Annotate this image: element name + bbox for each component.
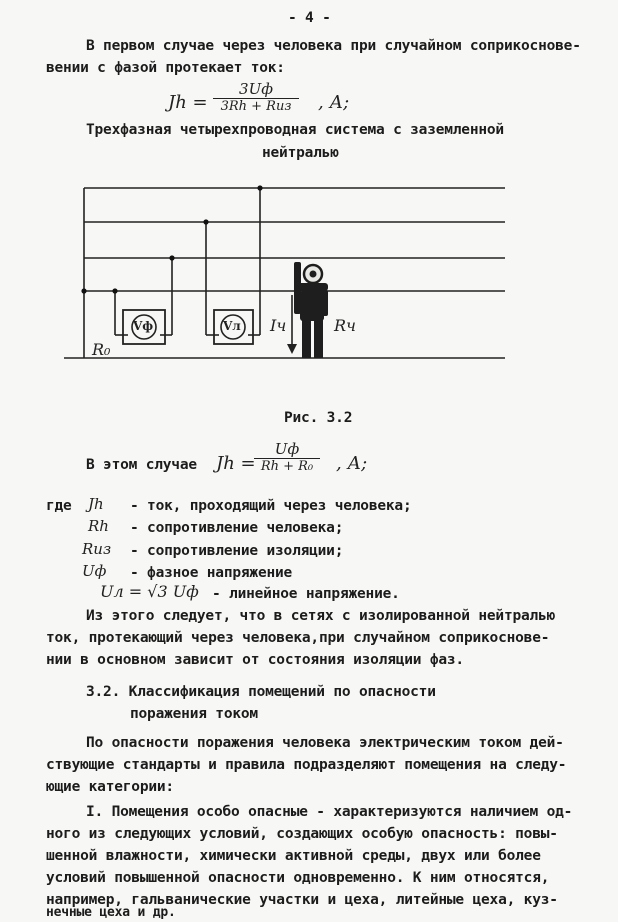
case2-denominator: Rh + R₀ [260, 459, 314, 474]
formula1-numerator: 3Uф [213, 80, 299, 99]
case2-fraction [254, 440, 320, 474]
legend-symbol: Rh [88, 517, 109, 535]
junction-dot [203, 219, 208, 224]
para3-line-4: условий повышенной опасности одновременно. К ним относятся, [46, 870, 550, 886]
para3-line-3: шенной влажности, химически активной среды, двух или более [46, 848, 541, 864]
conclusion-line-2: ток, протекающий через человека,при случайном соприкоснове- [46, 630, 550, 646]
legend-text: - сопротивление человека; [130, 520, 344, 536]
formula1-unit: , А; [318, 92, 350, 113]
legend-symbol: Uф [82, 562, 107, 580]
case2-numerator: Uф [254, 440, 320, 459]
legend-symbol: Jh [88, 495, 104, 513]
para3-line-6: нечные цеха и др. [46, 905, 176, 920]
figure-title-line-1: Трехфазная четырехпроводная система с заземленной [86, 122, 504, 138]
junction-dot [112, 288, 117, 293]
current-arrow [287, 344, 297, 354]
legend-where: где [46, 498, 72, 514]
formula1-lhs: Jh = [168, 92, 208, 113]
label-current: Iч [270, 316, 287, 335]
legend-text: - сопротивление изоляции; [130, 543, 344, 559]
formula1-denominator: 3Rh + Rиз [220, 99, 292, 114]
conclusion-line-3: нии в основном зависит от состояния изоляции фаз. [46, 652, 464, 668]
para2-line-1: По опасности поражения человека электрическим током дей- [86, 735, 564, 751]
legend-text: - ток, проходящий через человека; [130, 498, 412, 514]
legend-symbol: Rиз [82, 540, 112, 558]
para2-line-2: ствующие стандарты и правила подразделяют помещения на следу- [46, 757, 567, 773]
section-heading-line-1: 3.2. Классификация помещений по опасности [86, 684, 436, 700]
junction-dot [169, 255, 174, 260]
case2-unit: , А; [336, 453, 368, 474]
section-heading-line-2: поражения током [130, 706, 258, 722]
para3-line-1: I. Помещения особо опасные - характеризуются наличием од- [86, 804, 573, 820]
legend-text: - линейное напряжение. [212, 586, 400, 602]
conclusion-line-1: Из этого следует, что в сетях с изолированной нейтралью [86, 608, 556, 624]
voltmeter-line-label: Vл [223, 319, 241, 333]
voltmeter-phase-label: Vф [133, 319, 154, 333]
label-R0: R₀ [92, 340, 111, 359]
para3-line-2: ного из следующих условий, создающих особую опасность: повы- [46, 826, 558, 842]
intro-line-2: вении с фазой протекает ток: [46, 60, 285, 76]
figure-title-line-2: нейтралью [262, 145, 339, 161]
para3-line-5: например, гальванические участки и цеха, литейные цеха, куз- [46, 892, 558, 908]
case2-lhs: Jh = [216, 453, 256, 474]
para2-line-3: ющие категории: [46, 779, 174, 795]
legend-text: - фазное напряжение [130, 565, 293, 581]
junction-dot [81, 288, 86, 293]
person-figure [294, 262, 328, 358]
label-Rh: Rч [334, 316, 356, 335]
case2-label: В этом случае [86, 457, 197, 473]
figure-caption: Рис. 3.2 [284, 410, 353, 426]
intro-line-1: В первом случае через человека при случайном соприкоснове- [86, 38, 581, 54]
junction-dot [257, 185, 262, 190]
legend-symbol: Uл = √3 Uф [100, 582, 199, 601]
page-number: - 4 - [288, 10, 331, 26]
